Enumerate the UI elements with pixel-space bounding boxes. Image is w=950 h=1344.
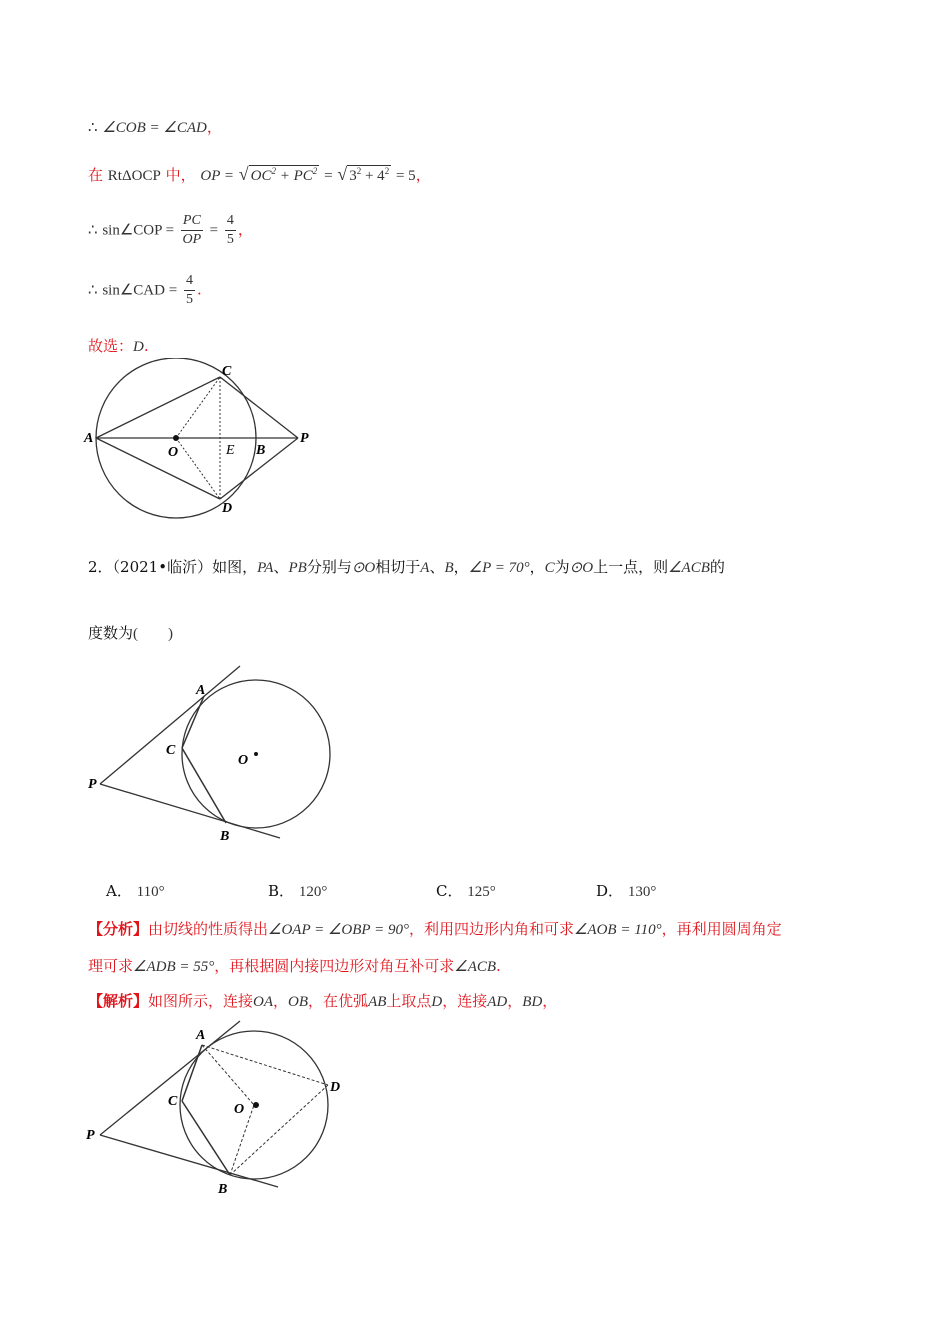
sep: ， — [507, 992, 523, 1010]
therefore-symbol: ∴ — [88, 222, 98, 239]
label-p: P — [86, 1128, 95, 1143]
label-d: D — [222, 501, 233, 516]
sin-lhs: sin∠CAD = — [102, 282, 178, 299]
choice-label: A． — [106, 882, 132, 900]
point-a: A — [420, 560, 430, 576]
choice-c[interactable] — [436, 880, 496, 901]
label-b: B — [256, 443, 266, 458]
text: 上取点 — [386, 992, 432, 1010]
sep: ， — [542, 992, 558, 1010]
radicand-2: $3^2 + 4^2$ — [349, 166, 390, 184]
punct: ， — [206, 118, 222, 136]
segment-ad: AD — [487, 994, 508, 1010]
punct: . — [143, 337, 149, 355]
segment-pa: PA — [257, 560, 274, 576]
figure-1-circle-tangents — [80, 358, 320, 528]
text-mid: 中， — [165, 166, 196, 184]
label-c: C — [222, 364, 232, 379]
label-c: C — [166, 743, 176, 758]
label-c: C — [168, 1094, 178, 1109]
analysis-tag: 【分析】 — [88, 920, 149, 938]
label-o: O — [168, 445, 179, 460]
choice-label: D． — [596, 882, 624, 900]
label-d: D — [330, 1080, 341, 1095]
question-2-line-2 — [88, 622, 173, 643]
choice-value: 130° — [627, 884, 657, 900]
text: ，利用四边形内角和可求 — [408, 920, 574, 938]
label-p: P — [300, 431, 309, 446]
question-number: 2．（2021•临沂）如图， — [88, 558, 258, 576]
fraction-4-5: $\frac{4}{5}$ — [185, 273, 193, 307]
label-a: A — [196, 1028, 206, 1043]
question-2-line-1 — [88, 556, 725, 577]
text: . — [496, 957, 501, 975]
solution-line — [88, 990, 557, 1011]
text-prefix: 在 — [88, 166, 104, 184]
point-c: C — [544, 560, 555, 576]
sep: ， — [529, 558, 545, 576]
answer-blank: ( ) — [133, 626, 174, 642]
analysis-line-1 — [88, 918, 782, 939]
equals: = — [324, 168, 333, 184]
analysis-line-2 — [88, 955, 501, 976]
text: ，再根据圆内接四边形对角互补可求 — [214, 957, 455, 975]
sep: 、 — [273, 558, 289, 576]
text: ，再利用圆周角定 — [661, 920, 782, 938]
math: ∠OAP = ∠OBP = 90° — [268, 922, 409, 938]
label-b: B — [218, 1182, 228, 1197]
punct: . — [196, 280, 202, 299]
text: 相切于 — [375, 558, 421, 576]
text: ，在优弧 — [308, 992, 369, 1010]
angle-p: ∠P = 70° — [468, 560, 530, 576]
sep: ， — [453, 558, 469, 576]
step-op-length: 在 RtΔOCP 中， OP = √ $OC^2 + PC^2$ = √ $3^2 + 4^2 = 5$， — [88, 164, 431, 184]
figure-2-tangent-lines — [80, 660, 340, 845]
result: = 5 — [395, 168, 416, 184]
text: 分别与 — [306, 558, 352, 576]
label-e: E — [226, 443, 235, 458]
choice-b[interactable] — [268, 880, 327, 901]
label-b: B — [220, 829, 230, 844]
answer-label: 故选： — [88, 337, 134, 355]
fraction-4-5: $\frac{4}{5}$ — [226, 213, 234, 247]
figure-3-inscribed-quadrilateral — [80, 1015, 360, 1200]
therefore-symbol: ∴ — [88, 120, 98, 136]
text: 如图所示，连接 — [148, 992, 254, 1010]
radicand-1: $OC^2 + PC^2$ — [250, 166, 318, 184]
choice-value: 120° — [298, 884, 328, 900]
segment-ob: OB — [288, 994, 309, 1010]
op-lhs: OP = — [200, 168, 234, 184]
choice-label: C． — [436, 882, 463, 900]
equals: = — [209, 222, 219, 239]
text: ，连接 — [442, 992, 488, 1010]
text: 理可求 — [88, 957, 134, 975]
text: 度数为 — [88, 624, 134, 642]
point-d: D — [431, 994, 443, 1010]
label-a: A — [84, 431, 94, 446]
sep: 、 — [429, 558, 445, 576]
choice-a[interactable] — [106, 880, 165, 901]
choice-d[interactable] — [596, 880, 656, 901]
fraction-pc-op: $\frac{PC}{OP}$ — [182, 213, 202, 247]
solution-tag: 【解析】 — [88, 992, 149, 1010]
step-sin-cad — [88, 272, 202, 309]
circle-o: ⊙O — [569, 560, 594, 576]
math: ∠ACB — [454, 959, 497, 975]
text: 为 — [554, 558, 570, 576]
label-o: O — [234, 1102, 245, 1117]
angle-acb: ∠ACB — [668, 560, 710, 576]
circle-o: ⊙O — [351, 560, 376, 576]
answer-value: D — [133, 339, 144, 355]
segment-bd: BD — [522, 994, 543, 1010]
math: ∠AOB = 110° — [573, 922, 662, 938]
text: 的 — [709, 558, 725, 576]
therefore-symbol: ∴ — [88, 282, 98, 299]
answer-line — [88, 335, 149, 356]
sep: ， — [273, 992, 289, 1010]
punct: ， — [415, 166, 431, 184]
label-p: P — [88, 777, 97, 792]
step-sin-cop — [88, 212, 253, 249]
choice-label: B． — [268, 882, 295, 900]
sin-lhs: sin∠COP = — [102, 222, 175, 239]
text: 上一点，则 — [593, 558, 669, 576]
punct: ， — [237, 220, 253, 239]
label-a: A — [196, 683, 206, 698]
choice-value: 125° — [467, 884, 496, 900]
point-b: B — [444, 560, 454, 576]
triangle-name: RtΔOCP — [107, 168, 161, 184]
segment-oa: OA — [253, 994, 274, 1010]
choice-value: 110° — [136, 884, 165, 900]
text: 由切线的性质得出 — [148, 920, 269, 938]
math: ∠ADB = 55° — [133, 959, 215, 975]
segment-pb: PB — [288, 560, 307, 576]
arc-ab: AB — [368, 994, 387, 1010]
step-cob-cad — [88, 116, 222, 137]
label-o: O — [238, 753, 249, 768]
equation: ∠COB = ∠CAD — [102, 120, 207, 136]
